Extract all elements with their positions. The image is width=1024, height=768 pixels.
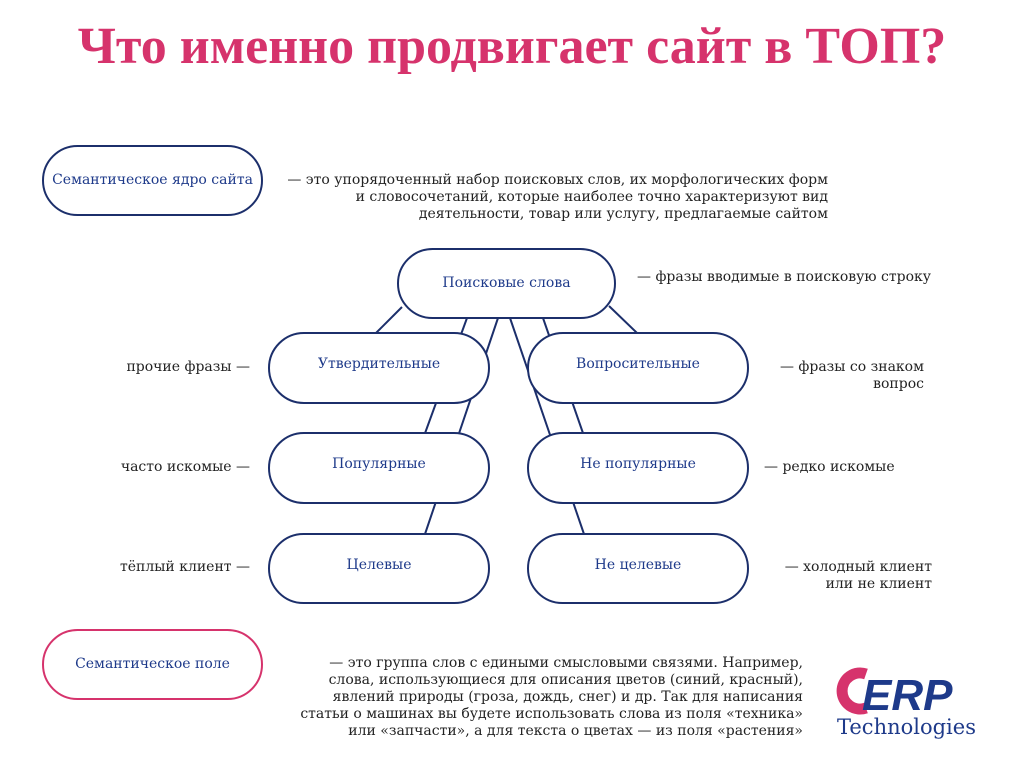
semantic-core-label: Семантическое ядро сайта — [52, 172, 253, 188]
affirmative-note: прочие фразы — — [126, 359, 250, 375]
semantic-core-node — [42, 145, 263, 216]
interrogative-note: — фразы со знаком вопрос — [779, 359, 924, 392]
semantic-field-description: — это группа слов с едиными смысловыми связями. Например, слова, использующиеся для описания цветов (синий, красный), явлений природы (гроза, дождь, снег) и др. Так для написания статьи о машинах вы будете использовать слова из поля «техника» или «запчасти», а для текста о цветах — из поля «растения» — [300, 655, 803, 739]
logo-subtitle: Technologies — [837, 715, 976, 739]
popular-note: часто искомые — — [120, 459, 250, 475]
interrogative-node — [527, 332, 749, 404]
unpopular-label: Не популярные — [580, 456, 696, 472]
untargeted-label: Не целевые — [594, 557, 682, 573]
targeted-note: тёплый клиент — — [120, 559, 250, 575]
unpopular-node — [527, 432, 749, 504]
search-words-node — [397, 248, 616, 319]
popular-node — [268, 432, 490, 504]
search-words-label: Поисковые слова — [442, 275, 571, 291]
logo-text: ERP — [862, 671, 953, 720]
page-title: Что именно продвигает сайт в ТОП? — [77, 18, 947, 75]
semantic-field-label: Семантическое поле — [75, 656, 230, 672]
connector-search-interrogative — [609, 306, 637, 333]
untargeted-node — [527, 533, 749, 604]
targeted-label: Целевые — [346, 557, 412, 573]
popular-label: Популярные — [332, 456, 426, 472]
unpopular-note: — редко искомые — [764, 459, 895, 475]
targeted-node — [268, 533, 490, 604]
interrogative-label: Вопросительные — [576, 356, 700, 372]
search-words-note: — фразы вводимые в поисковую строку — [637, 269, 932, 285]
semantic-field-node — [42, 629, 263, 700]
untargeted-note: — холодный клиент или не клиент — [784, 559, 932, 592]
affirmative-label: Утвердительные — [317, 356, 441, 372]
affirmative-node — [268, 332, 490, 404]
semantic-core-description: — это упорядоченный набор поисковых слов, их морфологических форм и словосочетаний, которые наиболее точно характеризуют вид деятельности, товар или услугу, предлагаемые сайтом — [287, 172, 828, 222]
connector-search-affirmative — [376, 307, 402, 333]
